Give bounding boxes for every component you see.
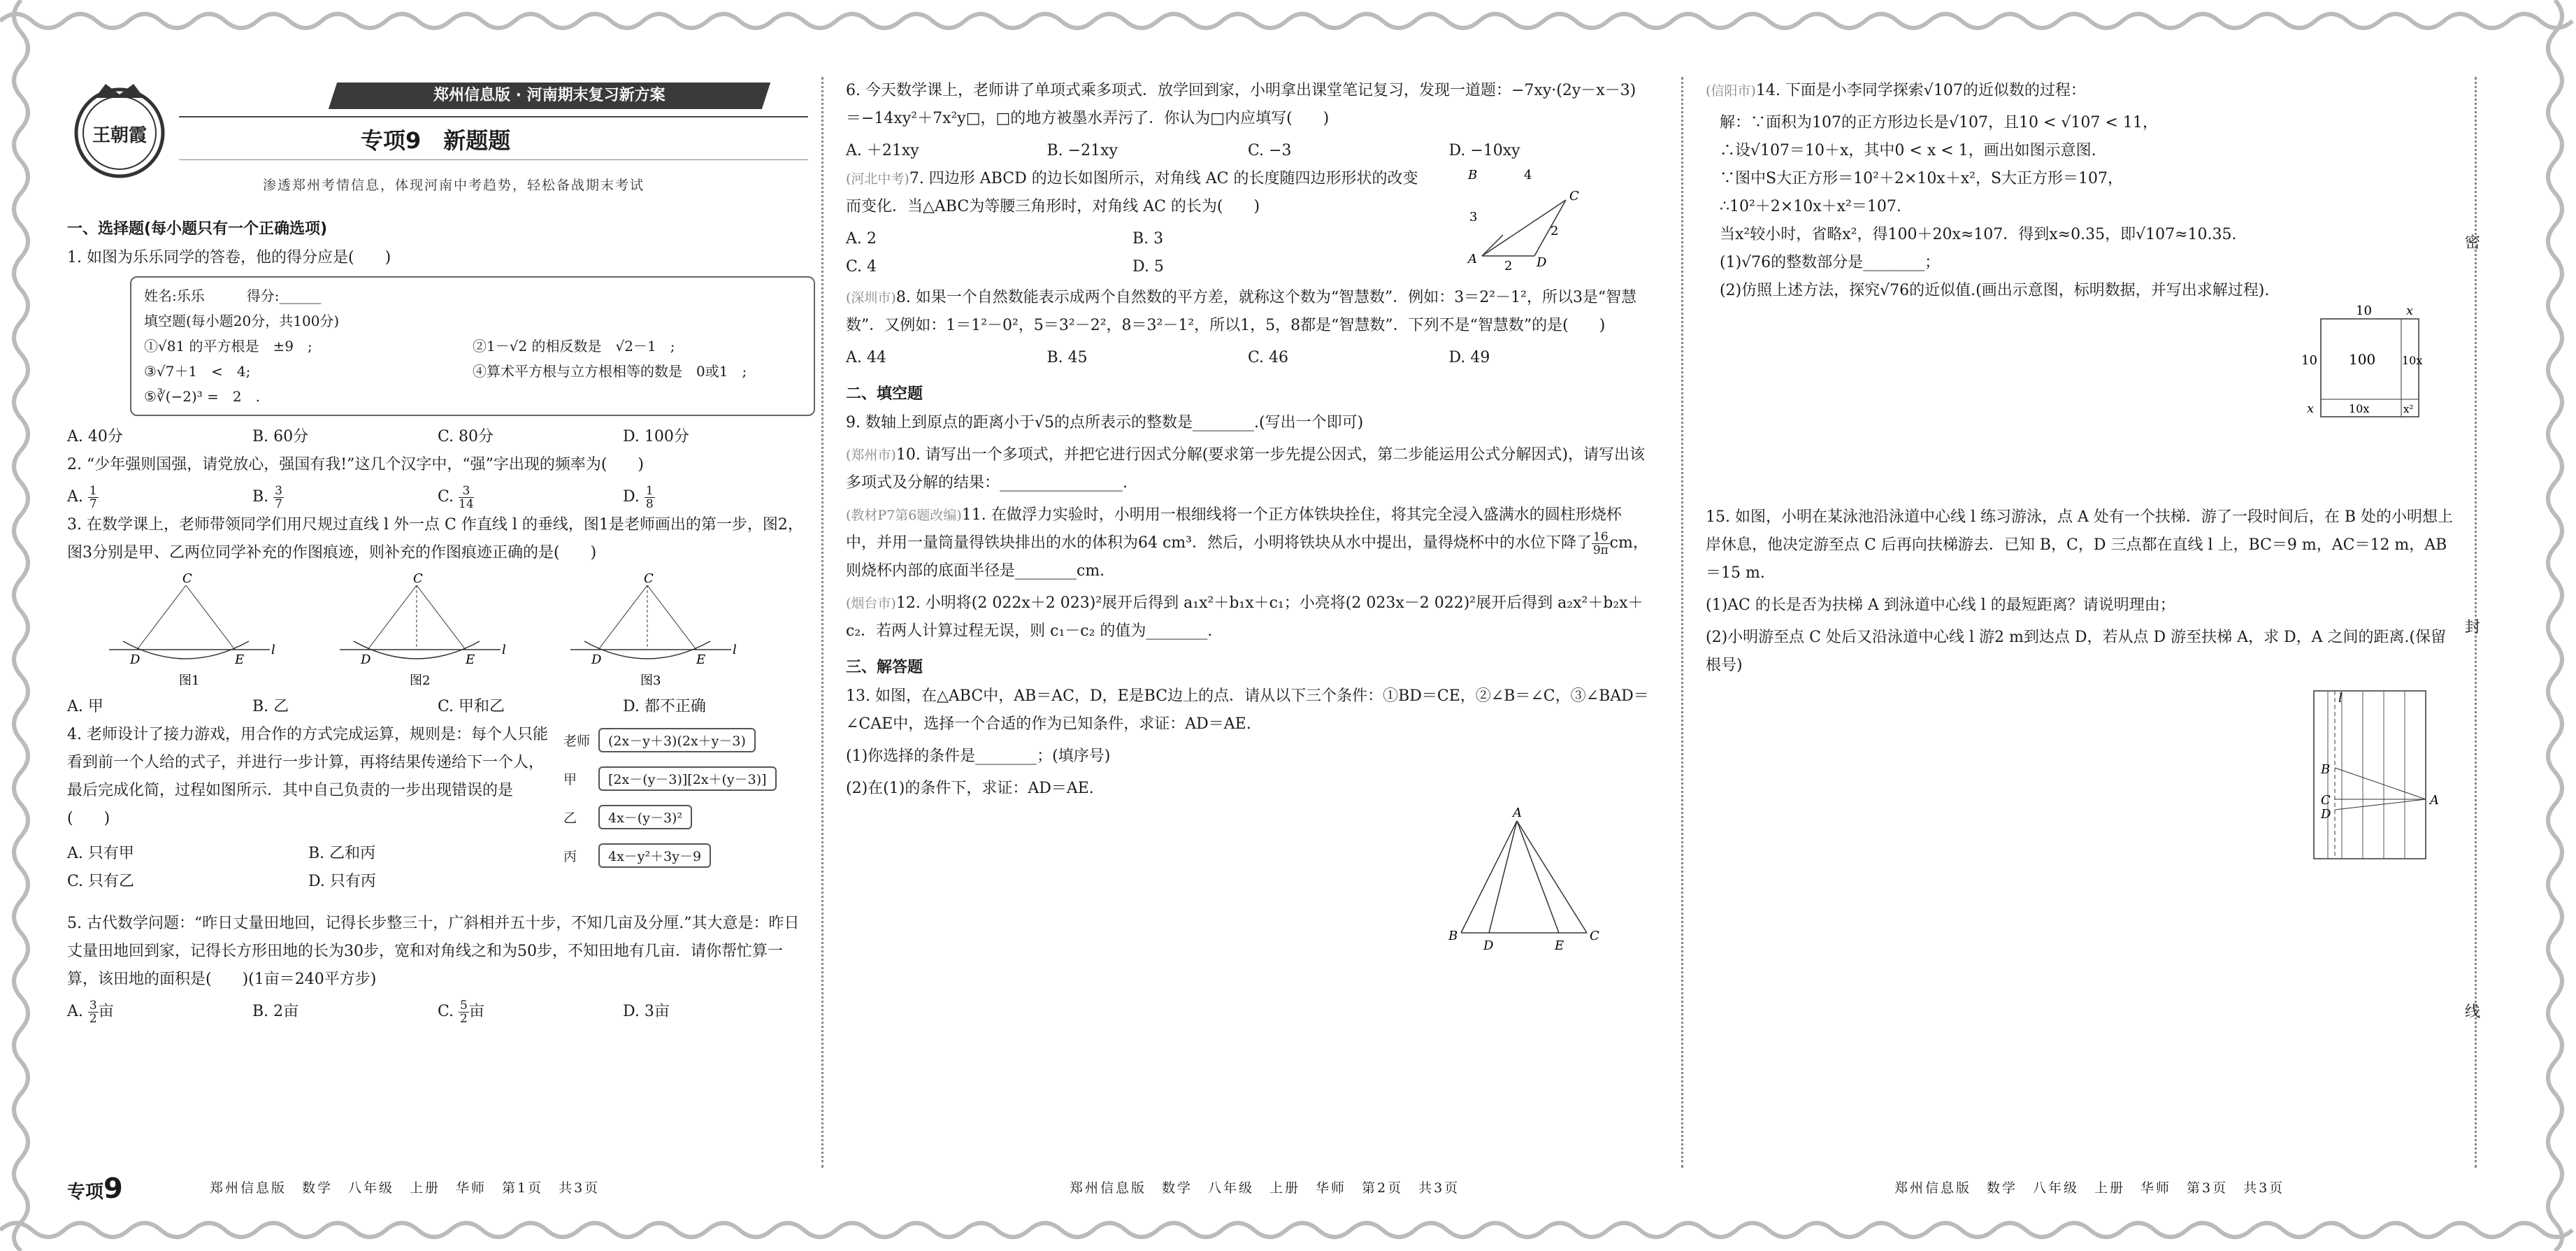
option: D. −10xy xyxy=(1448,142,1520,159)
column-3 xyxy=(1706,77,2461,868)
q14-line: ∴10²＋2×10x＋x²＝107. xyxy=(1720,198,1901,215)
svg-text:D: D xyxy=(361,652,371,667)
decorative-border-bottom xyxy=(0,1216,2576,1244)
svg-text:C: C xyxy=(644,571,654,586)
svg-text:D: D xyxy=(1537,255,1547,270)
card-item-4: ④算术平方根与立方根相等的数是 0或1 ; xyxy=(473,363,747,380)
q14-part1: (1)√76的整数部分是________； xyxy=(1720,254,1941,271)
q14-line: 当x²较小时，省略x²，得100＋20x≈107．得到x≈0.35，即√107≈10.35. xyxy=(1720,226,2237,243)
q3-figures xyxy=(81,571,780,690)
svg-text:A: A xyxy=(1513,807,1522,820)
question-source: (郑州市) xyxy=(846,448,896,463)
svg-text:3: 3 xyxy=(1469,210,1478,224)
svg-text:E: E xyxy=(466,652,475,667)
svg-text:l: l xyxy=(502,643,506,657)
option: A. 只有甲 xyxy=(67,845,134,862)
svg-text:D: D xyxy=(1483,938,1494,953)
svg-text:图3: 图3 xyxy=(640,673,661,688)
option: D. 都不正确 xyxy=(623,698,706,715)
card-name: 姓名:乐乐 得分:______ xyxy=(144,287,322,304)
svg-text:10x: 10x xyxy=(2349,402,2370,415)
svg-text:王朝霞: 王朝霞 xyxy=(92,125,147,146)
question-10: 10. 请写出一个多项式，并把它进行因式分解(要求第一步先提公因式，第二步能运用公式分解因式)，请写出该多项式及分解的结果：________________. xyxy=(846,446,1645,492)
decorative-border-right xyxy=(2541,0,2569,1251)
decorative-border-top xyxy=(0,7,2576,35)
q6-options xyxy=(846,137,1650,165)
question-14: 14. 下面是小李同学探索√107的近似数的过程： xyxy=(1755,82,2086,99)
section-choice: 一、选择题(每小题只有一个正确选项) xyxy=(67,220,328,238)
question-4-block xyxy=(67,721,808,910)
option: A. 甲 xyxy=(67,698,103,715)
svg-text:100: 100 xyxy=(2349,351,2376,368)
svg-text:C: C xyxy=(1569,189,1579,203)
q1-options xyxy=(67,423,808,451)
option: C. 46 xyxy=(1248,349,1289,366)
card-item-2: ②1－√2 的相反数是 √2－1 ; xyxy=(473,338,675,355)
q5-options xyxy=(67,998,808,1026)
svg-text:2: 2 xyxy=(1550,224,1559,238)
card-item-1: ①√81 的平方根是 ±9 ; xyxy=(144,338,312,355)
question-7-block xyxy=(846,165,1650,284)
q14-line: ∵图中S大正方形＝10²＋2×10x＋x²，S大正方形＝107， xyxy=(1720,170,2124,187)
option: D. $\frac{1}{8}$ xyxy=(623,483,654,511)
decorative-border-left xyxy=(7,0,35,1251)
fraction: $\frac{16}{9\pi}$ xyxy=(1592,529,1609,557)
svg-text:E: E xyxy=(1555,938,1564,953)
brand-logo xyxy=(67,77,172,182)
option: D. 5 xyxy=(1132,258,1164,276)
svg-text:图2: 图2 xyxy=(410,673,431,688)
q4-options-row2 xyxy=(67,868,549,896)
svg-text:C: C xyxy=(182,571,192,586)
column-1 xyxy=(67,70,808,1026)
option: B. 2亩 xyxy=(252,1003,299,1020)
question-5: 5. 古代数学问题：“昨日丈量田地回，记得长步整三十，广斜相并五十步，不知几亩及分厘.”其大意是：昨日丈量田地回到家，记得长方形田地的长为30步，宽和对角线之和为50步，不知田地有几亩．请你帮忙算一算，该田地的面积是( )(1亩＝240平方步) xyxy=(67,915,800,988)
option: C. 甲和乙 xyxy=(438,698,505,715)
answer-card xyxy=(130,276,815,416)
question-source: (信阳市) xyxy=(1706,83,1756,99)
relay-expr: [2x－(y－3)][2x＋(y－3)] xyxy=(598,766,777,791)
option: A. 40分 xyxy=(67,428,123,445)
question-13-part2: (2)在(1)的条件下，求证：AD＝AE. xyxy=(846,780,1094,797)
section-fill: 二、填空题 xyxy=(846,385,923,403)
option: A. $\frac{1}{7}$ xyxy=(67,483,97,511)
figure-1 xyxy=(109,571,275,688)
seal-mark-1: 密 xyxy=(2465,234,2481,252)
svg-text:D: D xyxy=(130,652,141,667)
relay-expr: 4x－y²＋3y－9 xyxy=(598,843,711,868)
option: B. 60分 xyxy=(252,428,309,445)
card-item-5: ⑤∛(−2)³ = 2 . xyxy=(144,388,260,405)
question-7: 7. 四边形 ABCD 的边长如图所示，对角线 AC 的长度随四边形形状的改变而变化．当△ABC为等腰三角形时，对角线 AC 的长为( ) xyxy=(846,170,1418,215)
relay-chain xyxy=(563,721,777,875)
topic-badge: 专项9 xyxy=(67,1173,123,1205)
question-15: 15. 如图，小明在某泳池沿泳道中心线 l 练习游泳，点 A 处有一个扶梯．游了一段时间后，在 B 处的小明想上岸休息，他决定游至点 C 后再向扶梯游去．已知 B，C，D 三点都在直线 l 上，BC＝9 m，AC＝12 m，AB＝15 m. xyxy=(1706,508,2454,582)
svg-text:2: 2 xyxy=(1504,259,1513,273)
svg-text:B: B xyxy=(1468,168,1478,183)
q14-square-figure xyxy=(1706,305,2461,445)
option: B. 3 xyxy=(1132,230,1164,248)
svg-text:E: E xyxy=(235,652,245,667)
option: C. −3 xyxy=(1248,142,1292,159)
header-rule-2 xyxy=(179,159,808,160)
option: C. 4 xyxy=(846,258,877,276)
relay-role: 丙 xyxy=(563,849,577,864)
q4-options-row1 xyxy=(67,840,549,868)
option: B. 45 xyxy=(1046,349,1088,366)
svg-text:图1: 图1 xyxy=(179,673,200,688)
question-13-part1: (1)你选择的条件是________；(填序号) xyxy=(846,748,1111,765)
q15-pool-figure xyxy=(1706,684,2461,866)
seal-mark-3: 线 xyxy=(2465,1003,2481,1021)
q2-options xyxy=(67,483,808,511)
question-6: 6. 今天数学课上，老师讲了单项式乘多项式．放学回到家，小明拿出课堂笔记复习，发现一道题：−7xy·(2y－x－3)＝−14xy²＋7x²y□，□的地方被墨水弄污了．你认为□内应填写( ) xyxy=(846,82,1636,127)
section-solve: 三、解答题 xyxy=(846,659,923,676)
option: A. 44 xyxy=(846,349,886,366)
q14-part2: (2)仿照上述方法，探究√76的近似值.(画出示意图，标明数据，并写出求解过程). xyxy=(1720,282,2270,299)
svg-text:10: 10 xyxy=(2301,353,2317,368)
question-source: (河北中考) xyxy=(846,171,909,187)
footer-page-3: 郑州信息版 数学 八年级 上册 华师 第3页 共3页 xyxy=(1894,1180,2285,1196)
svg-text:l: l xyxy=(271,643,275,657)
option: B. $\frac{3}{7}$ xyxy=(252,483,282,511)
column-divider-2 xyxy=(1681,77,1683,1168)
q8-options xyxy=(846,344,1650,372)
svg-text:A: A xyxy=(2430,793,2439,808)
option: B. 乙和丙 xyxy=(308,845,376,862)
question-12: 12. 小明将(2 022x＋2 023)²展开后得到 a₁x²＋b₁x＋c₁；小亮将(2 023x－2 022)²展开后得到 a₂x²＋b₂x＋c₂．若两人计算过程无误，则 c₁－c₂ 的值为________. xyxy=(846,594,1643,640)
question-source: (深圳市) xyxy=(846,290,896,306)
svg-text:l: l xyxy=(2338,691,2343,706)
option: C. $\frac{3}{14}$ xyxy=(438,483,474,511)
svg-text:C: C xyxy=(413,571,423,586)
svg-text:D: D xyxy=(2321,807,2331,822)
q7-options-row2 xyxy=(846,253,1419,281)
question-source: (烟台市) xyxy=(846,596,896,611)
card-intro: 填空题(每小题20分，共100分) xyxy=(144,313,340,329)
svg-text:C: C xyxy=(1590,929,1599,943)
footer-page-2: 郑州信息版 数学 八年级 上册 华师 第2页 共3页 xyxy=(1070,1180,1460,1196)
relay-expr: 4x－(y－3)² xyxy=(598,805,692,829)
column-2: 6. 今天数学课上，老师讲了单项式乘多项式．放学回到家，小明拿出课堂笔记复习，发现一道题：−7xy·(2y－x－3)＝−14xy²＋7x²y□，□的地方被墨水弄污了．你认为□内应填写( ) A. ＋21xy B. −21xy C. −3 D. −10xy (河北中考)7. 四边形 ABCD 的边长如图所示，对角线 AC 的长度随四边形形状的改变而变化．当△ABC为等腰三角形时，对角线 AC 的长为( ) A. 2 B. 3 C. 4 D. 5 B C A D 4 3 2 2 (深圳市)8. 如果一个自然数能表示成两个自然数的平方差，就称这个数为“智慧数”．例如：3＝2²－1²，所以3是“智慧数”．又例如：1＝1²－0²，5＝3²－2²，8＝3²－1²，所以1，5，8都是“智慧数”．下列不是“智慧数”的是( ) A. 44 B. 45 C. 46 D. 49 二、填空题 9. 数轴上到原点的距离小于√5的点所表示的整数是________.(写出一个即可) (郑州市)10. 请写出一个多项式，并把它进行因式分解(要求第一步先提公因式，第二步能运用公式分解因式)，请写出该多项式及分解的结果：________________. (教材P7第6题改编)11. 在做浮力实验时，小明用一根细线将一个正方体铁块拴住，将其完全浸入盛满水的圆柱形烧杯中，并用一量筒量得铁块排出的水的体积为64 cm³．然后，小明将铁块从水中提出，量得烧杯中的水位下降了 $\frac{16}{9\pi}$ cm，则烧杯内部的底面半径是________cm. (烟台市)12. 小明将(2 022x＋2 023)²展开后得到 a₁x²＋b₁x＋c₁；小亮将(2 023x－2 022)²展开后得到 a₂x²＋b₂x＋c₂．若两人计算过程无误，则 c₁－c₂ 的值为________. 三、解答题 13. 如图，在△ABC中，AB＝AC，D，E是BC边上的点．请从以下三个条件：①BD＝CE，②∠B＝∠C，③∠BAD＝∠CAE中，选择一个合适的作为已知条件，求证：AD＝AE. (1)你选择的条件是________；(填序号) (2)在(1)的条件下，求证：AD＝AE. A B C D E xyxy=(846,77,1650,964)
page-header xyxy=(67,70,808,203)
question-11: 11. 在做浮力实验时，小明用一根细线将一个正方体铁块拴住，将其完全浸入盛满水的圆柱形烧杯中，并用一量筒量得铁块排出的水的体积为64 cm³．然后，小明将铁块从水中提出，量得烧杯中的水位下降了 xyxy=(846,506,1622,552)
header-banner: 郑州信息版 · 河南期末复习新方案 xyxy=(329,83,770,109)
question-3: 3. 在数学课上，老师带领同学们用尺规过直线 l 外一点 C 作直线 l 的垂线，图1是老师画出的第一步，图2，图3分别是甲、乙两位同学补充的作图痕迹，则补充的作图痕迹正确的是( ) xyxy=(67,516,803,562)
q7-options-row1 xyxy=(846,225,1419,253)
svg-text:B: B xyxy=(2321,762,2331,777)
column-divider-1 xyxy=(821,77,823,1168)
option: A. ＋21xy xyxy=(846,142,919,159)
seal-mark-2: 封 xyxy=(2465,619,2481,636)
option: B. −21xy xyxy=(1046,142,1118,159)
question-15-part1: (1)AC 的长是否为扶梯 A 到泳道中心线 l 的最短距离？请说明理由； xyxy=(1706,596,2175,614)
option: C. $\frac{5}{2}$ 亩 xyxy=(438,998,484,1026)
question-2: 2. “少年强则国强，请党放心，强国有我!”这几个汉字中，“强”字出现的频率为( ) xyxy=(67,456,644,473)
option: D. 只有丙 xyxy=(308,873,376,890)
option: C. 80分 xyxy=(438,428,494,445)
page-title: 专项9 新题题 xyxy=(361,127,511,154)
relay-role: 乙 xyxy=(563,810,577,826)
option: A. $\frac{3}{2}$ 亩 xyxy=(67,998,114,1026)
option: A. 2 xyxy=(846,230,877,248)
header-rule xyxy=(179,116,808,117)
figure-3 xyxy=(570,571,737,688)
svg-text:10x: 10x xyxy=(2402,354,2423,367)
q13-triangle-figure xyxy=(846,807,1650,961)
q3-options xyxy=(67,693,808,721)
svg-text:C: C xyxy=(2321,793,2331,808)
svg-text:x²: x² xyxy=(2403,403,2414,415)
option: D. 100分 xyxy=(623,428,689,445)
q14-line: 解：∵面积为107的正方形边长是√107，且10 < √107 < 11， xyxy=(1720,114,2158,131)
svg-text:10: 10 xyxy=(2356,305,2372,318)
option: D. 49 xyxy=(1448,349,1490,366)
page-subtitle: 渗透郑州考情信息，体现河南中考趋势，轻松备战期末考试 xyxy=(263,178,645,193)
svg-text:x: x xyxy=(2406,305,2414,318)
relay-expr: (2x－y＋3)(2x＋y－3) xyxy=(598,728,756,752)
option: B. 乙 xyxy=(252,698,289,715)
svg-text:D: D xyxy=(591,652,602,667)
relay-role: 老师 xyxy=(563,734,591,749)
question-1: 1. 如图为乐乐同学的答卷，他的得分应是( ) xyxy=(67,249,391,266)
svg-text:A: A xyxy=(1468,252,1477,266)
q14-line: ∴设√107＝10＋x，其中0 < x < 1，画出如图示意图. xyxy=(1720,142,2096,159)
question-15-part2: (2)小明游至点 C 处后又沿泳道中心线 l 游2 m到达点 D，若从点 D 游至扶梯 A，求 D，A 之间的距离.(保留根号) xyxy=(1706,629,2447,674)
svg-text:E: E xyxy=(696,652,706,667)
card-item-3: ③√7＋1 < 4; xyxy=(144,363,251,380)
svg-text:l: l xyxy=(733,643,737,657)
svg-text:x: x xyxy=(2307,401,2315,416)
question-8: 8. 如果一个自然数能表示成两个自然数的平方差，就称这个数为“智慧数”．例如：3＝2²－1²，所以3是“智慧数”．又例如：1＝1²－0²，5＝3²－2²，8＝3²－1²，所以1，5，8都是“智慧数”．下列不是“智慧数”的是( ) xyxy=(846,289,1637,334)
relay-role: 甲 xyxy=(563,772,577,787)
svg-text:4: 4 xyxy=(1524,168,1532,183)
footer-page-1: 郑州信息版 数学 八年级 上册 华师 第1页 共3页 xyxy=(210,1180,600,1196)
svg-text:B: B xyxy=(1448,929,1458,943)
option: D. 3亩 xyxy=(623,1003,670,1020)
option: C. 只有乙 xyxy=(67,873,135,890)
figure-2 xyxy=(340,571,506,688)
question-9: 9. 数轴上到原点的距离小于√5的点所表示的整数是________.(写出一个即可) xyxy=(846,414,1364,431)
question-source: (教材P7第6题改编) xyxy=(846,508,962,523)
question-13: 13. 如图，在△ABC中，AB＝AC，D，E是BC边上的点．请从以下三个条件：①BD＝CE，②∠B＝∠C，③∠BAD＝∠CAE中，选择一个合适的作为已知条件，求证：AD＝AE. xyxy=(846,687,1649,733)
question-4: 4. 老师设计了接力游戏，用合作的方式完成运算，规则是：每个人只能看到前一个人给的式子，并进行一步计算，再将结果传递给下一个人，最后完成化简，过程如图所示．其中自己负责的一步出现错误的是( ) xyxy=(67,726,548,827)
q7-quadrilateral-figure xyxy=(1461,165,1601,277)
